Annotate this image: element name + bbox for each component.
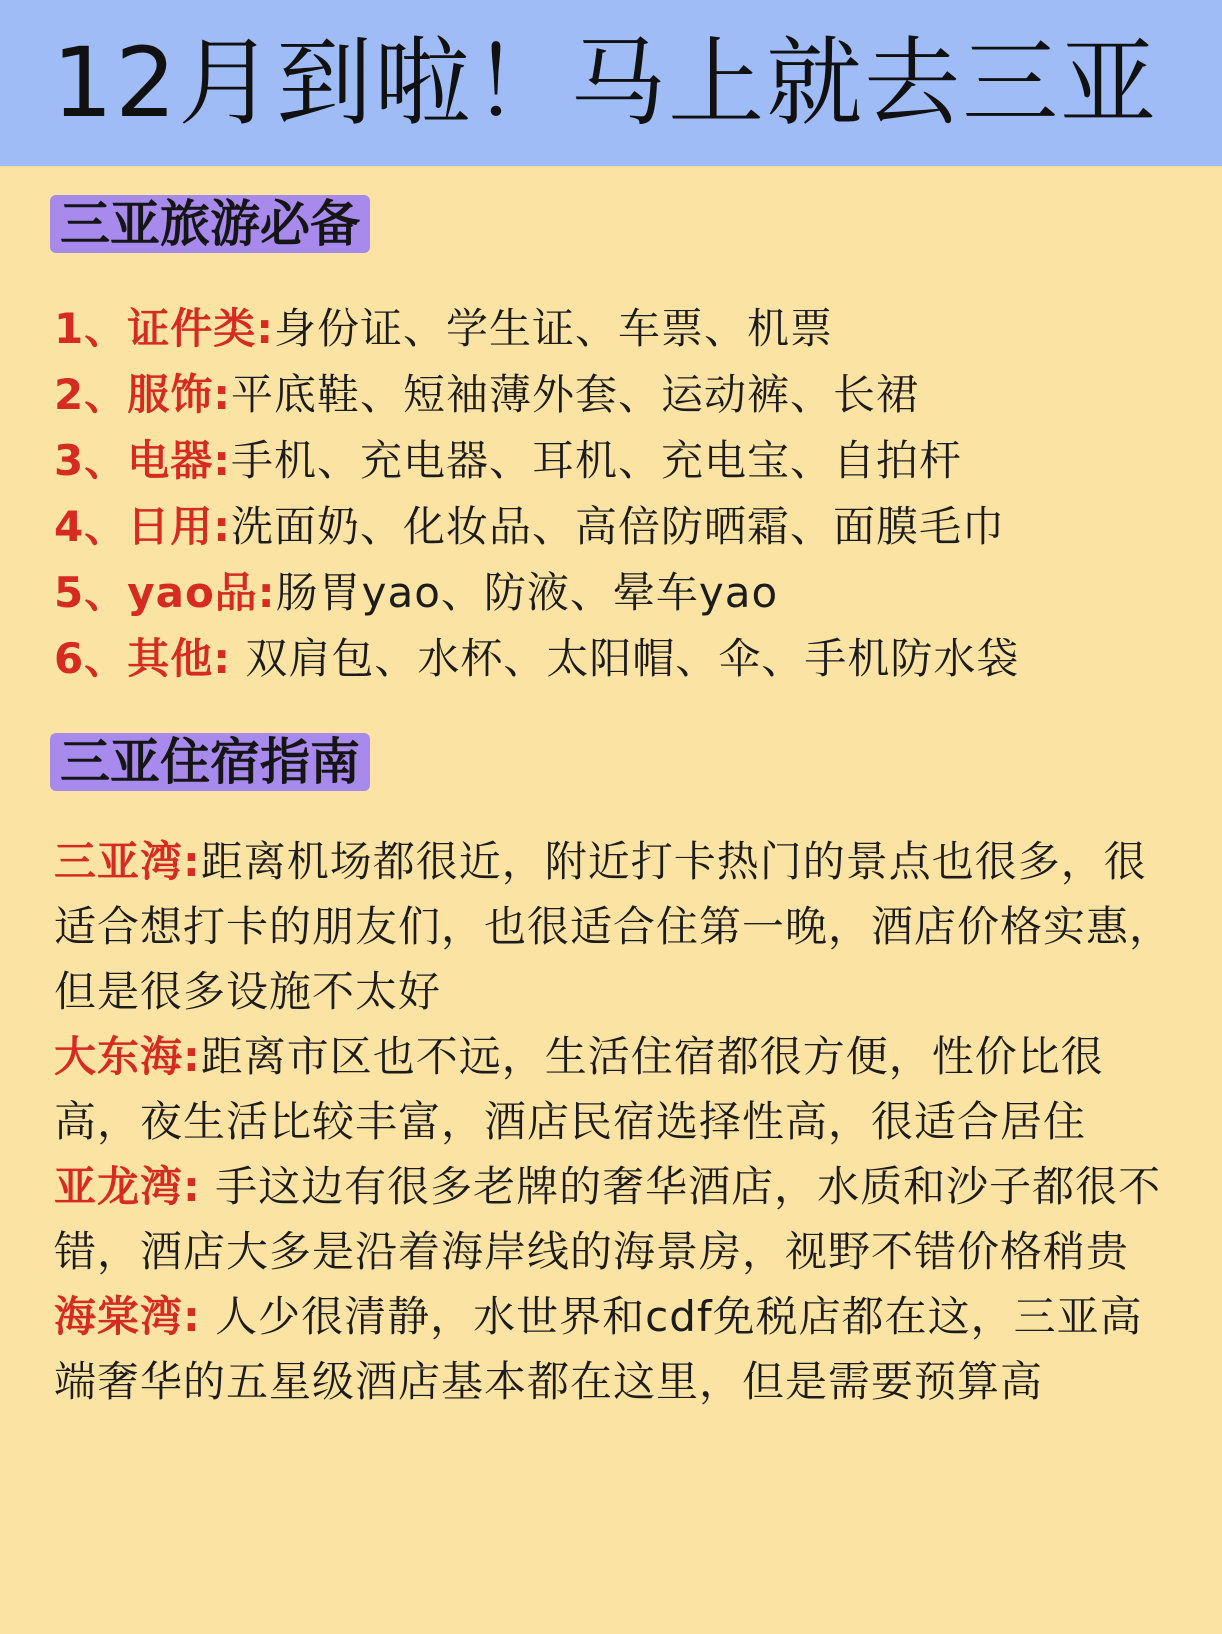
page-title: 12月到啦！马上就去三亚: [52, 27, 1159, 139]
entry-text: 距离机场都很近，附近打卡热门的景点也很多，很适合想打卡的朋友们，也很适合住第一晚，酒店价格实惠，但是很多设施不太好: [54, 837, 1173, 1016]
lodging-entry-haitang-bay: [54, 1284, 1174, 1414]
essentials-item-documents: [54, 296, 1194, 362]
lodging-heading: 三亚住宿指南: [50, 733, 370, 791]
essentials-item-other: [54, 626, 1194, 692]
entry-label: 三亚湾:: [54, 837, 201, 886]
item-text: 平底鞋、短袖薄外套、运动裤、长裙: [231, 370, 920, 419]
item-text: 双肩包、水杯、太阳帽、伞、手机防水袋: [231, 634, 1020, 683]
entry-label: 海棠湾:: [54, 1292, 201, 1341]
header-banner: [0, 0, 1222, 166]
entry-text: 距离市区也不远，生活住宿都很方便，性价比很高，夜生活比较丰富，酒店民宿选择性高，很适合居住: [54, 1032, 1104, 1146]
item-label: 2、服饰:: [54, 370, 232, 419]
item-label: 4、日用:: [54, 502, 232, 551]
item-text: 肠胃yao、防液、晕车yao: [275, 568, 779, 617]
lodging-entry-dadonghai: [54, 1024, 1174, 1154]
entry-text: 手这边有很多老牌的奢华酒店，水质和沙子都很不错，酒店大多是沿着海岸线的海景房，视野不错价格稍贵: [54, 1162, 1162, 1276]
entry-text: 人少很清静，水世界和cdf免税店都在这，三亚高端奢华的五星级酒店基本都在这里，但是需要预算高: [54, 1292, 1143, 1406]
essentials-list: [54, 296, 1194, 692]
essentials-item-medicine: [54, 560, 1194, 626]
lodging-entry-sanya-bay: [54, 829, 1174, 1024]
lodging-entry-yalong-bay: [54, 1154, 1174, 1284]
entry-label: 大东海:: [54, 1032, 201, 1081]
essentials-item-clothing: [54, 362, 1194, 428]
lodging-guide: [54, 829, 1174, 1414]
item-label: 1、证件类:: [54, 304, 275, 353]
entry-label: 亚龙湾:: [54, 1162, 201, 1211]
essentials-heading: 三亚旅游必备: [50, 195, 370, 253]
item-text: 手机、充电器、耳机、充电宝、自拍杆: [231, 436, 963, 485]
item-label: 6、其他:: [54, 634, 232, 683]
essentials-item-daily-use: [54, 494, 1194, 560]
item-label: 5、yao品:: [54, 568, 276, 617]
item-text: 身份证、学生证、车票、机票: [274, 304, 834, 353]
item-text: 洗面奶、化妆品、高倍防晒霜、面膜毛巾: [231, 502, 1006, 551]
essentials-item-electronics: [54, 428, 1194, 494]
item-label: 3、电器:: [54, 436, 232, 485]
